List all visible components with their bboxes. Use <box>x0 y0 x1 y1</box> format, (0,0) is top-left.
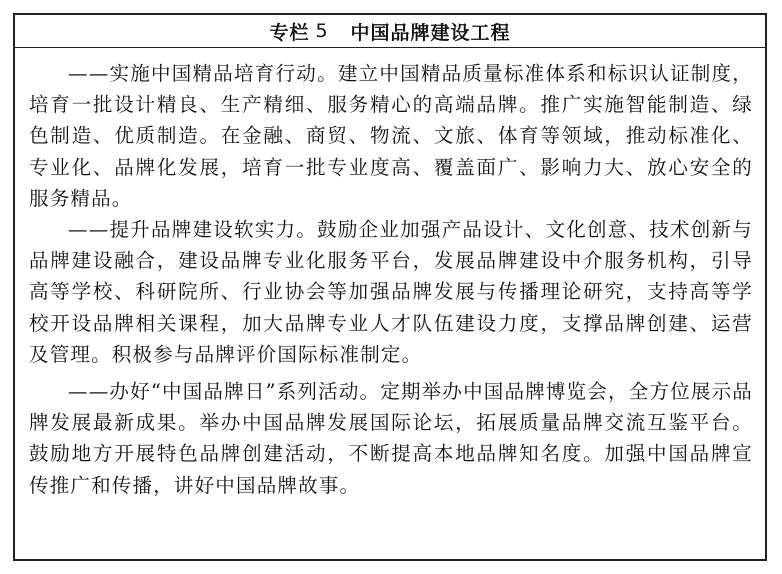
column-title: 中国品牌建设工程 <box>350 21 511 44</box>
column-number: 5 <box>315 20 329 42</box>
column-box <box>13 13 767 561</box>
paragraph-soft-power: ——提升品牌建设软实力。鼓励企业加强产品设计、文化创意、技术创新与品牌建设融合，建设品牌专业化服务平台，发展品牌建设中介服务机构，引导高等学校、科研院所、行业协会等加强品牌发展与传播理论研究，支持高等学校开设品牌相关课程，加大品牌专业人才队伍建设力度，支撑品牌创建、运营及管理。积极参与品牌评价国际标准制定。 <box>29 218 753 366</box>
paragraph-quality-brands: ——实施中国精品培育行动。建立中国精品质量标准体系和标识认证制度，培育一批设计精良、生产精细、服务精心的高端品牌。推广实施智能制造、绿色制造、优质制造。在金融、商贸、物流、文旅、体育等领域，推动标准化、专业化、品牌化发展，培育一批专业度高、覆盖面广、影响力大、放心安全的服务精品。 <box>29 62 753 210</box>
column-body <box>15 48 765 501</box>
paragraph-brand-day: ——办好“中国品牌日”系列活动。定期举办中国品牌博览会，全方位展示品牌发展最新成果。举办中国品牌发展国际论坛，拓展质量品牌交流互鉴平台。鼓励地方开展特色品牌创建活动，不断提高本地品牌知名度。加强中国品牌宣传推广和传播，讲好中国品牌故事。 <box>29 380 753 497</box>
column-header <box>15 15 765 48</box>
column-label: 专栏 <box>269 21 310 44</box>
